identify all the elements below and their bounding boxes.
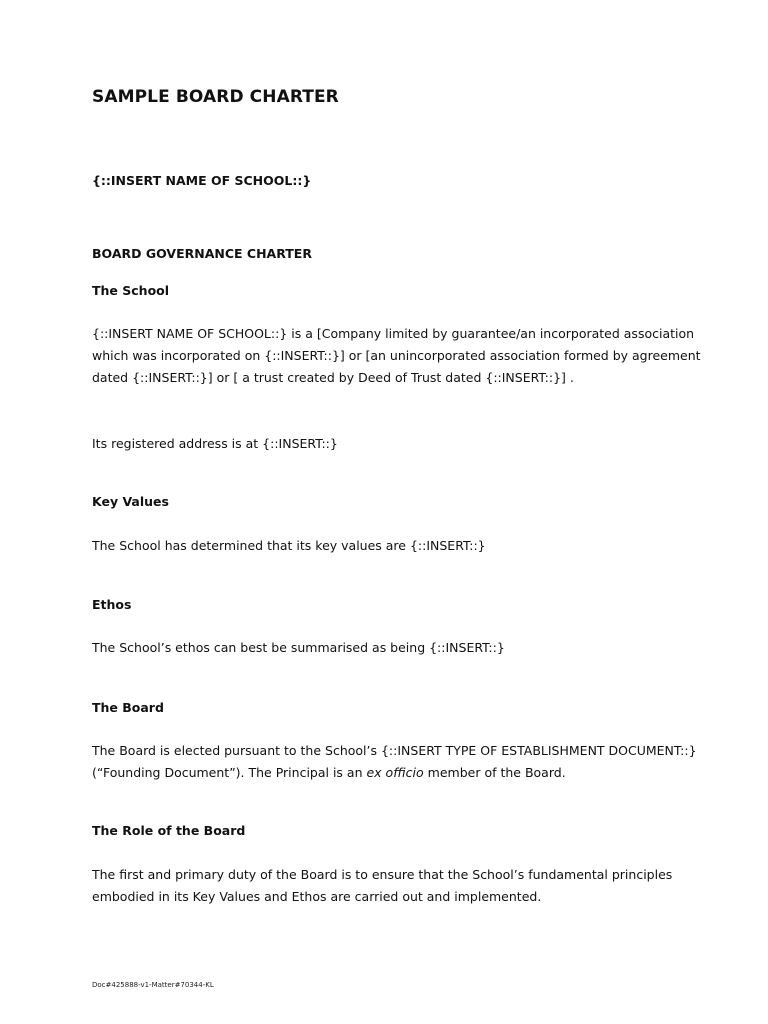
section-heading-key-values: Key Values: [92, 494, 169, 509]
board-governance-heading: BOARD GOVERNANCE CHARTER: [92, 246, 312, 261]
section-heading-role-of-board: The Role of the Board: [92, 823, 246, 838]
board-paragraph-text-start: The Board is elected pursuant to the School’s {::INSERT TYPE OF ESTABLISHMENT DOCUMENT::} (“Founding Document”). The Principal is an: [92, 743, 697, 780]
section-paragraph-key-values: The School has determined that its key values are {::INSERT::}: [92, 538, 486, 553]
section-heading-ethos: Ethos: [92, 597, 132, 612]
document-title: SAMPLE BOARD CHARTER: [92, 87, 339, 107]
board-paragraph-text-end: member of the Board.: [423, 765, 566, 780]
registered-address-paragraph: Its registered address is at {::INSERT::}: [92, 436, 338, 451]
section-paragraph-role-of-board: The first and primary duty of the Board is to ensure that the School’s fundamental principles embodied in its Key Values and Ethos are carried out and implemented.: [92, 867, 673, 904]
school-name-placeholder: {::INSERT NAME OF SCHOOL::}: [92, 173, 312, 188]
board-paragraph-ex-officio: ex officio: [366, 765, 424, 780]
document-footer-id: Doc#425888-v1-Matter#70344-KL: [92, 981, 214, 989]
section-heading-the-board: The Board: [92, 700, 164, 715]
section-paragraph-the-board: [92, 740, 718, 784]
section-paragraph-ethos: The School’s ethos can best be summarised as being {::INSERT::}: [92, 640, 505, 655]
section-paragraph-the-school: {::INSERT NAME OF SCHOOL::} is a [Company limited by guarantee/an incorporated association which was incorporated on {::INSERT::}] or [an unincorporated association formed by agreement dated {::INSERT::}] or [ a trust created by Deed of Trust dated {::INSERT::}] .: [92, 326, 701, 385]
section-heading-the-school: The School: [92, 283, 170, 298]
